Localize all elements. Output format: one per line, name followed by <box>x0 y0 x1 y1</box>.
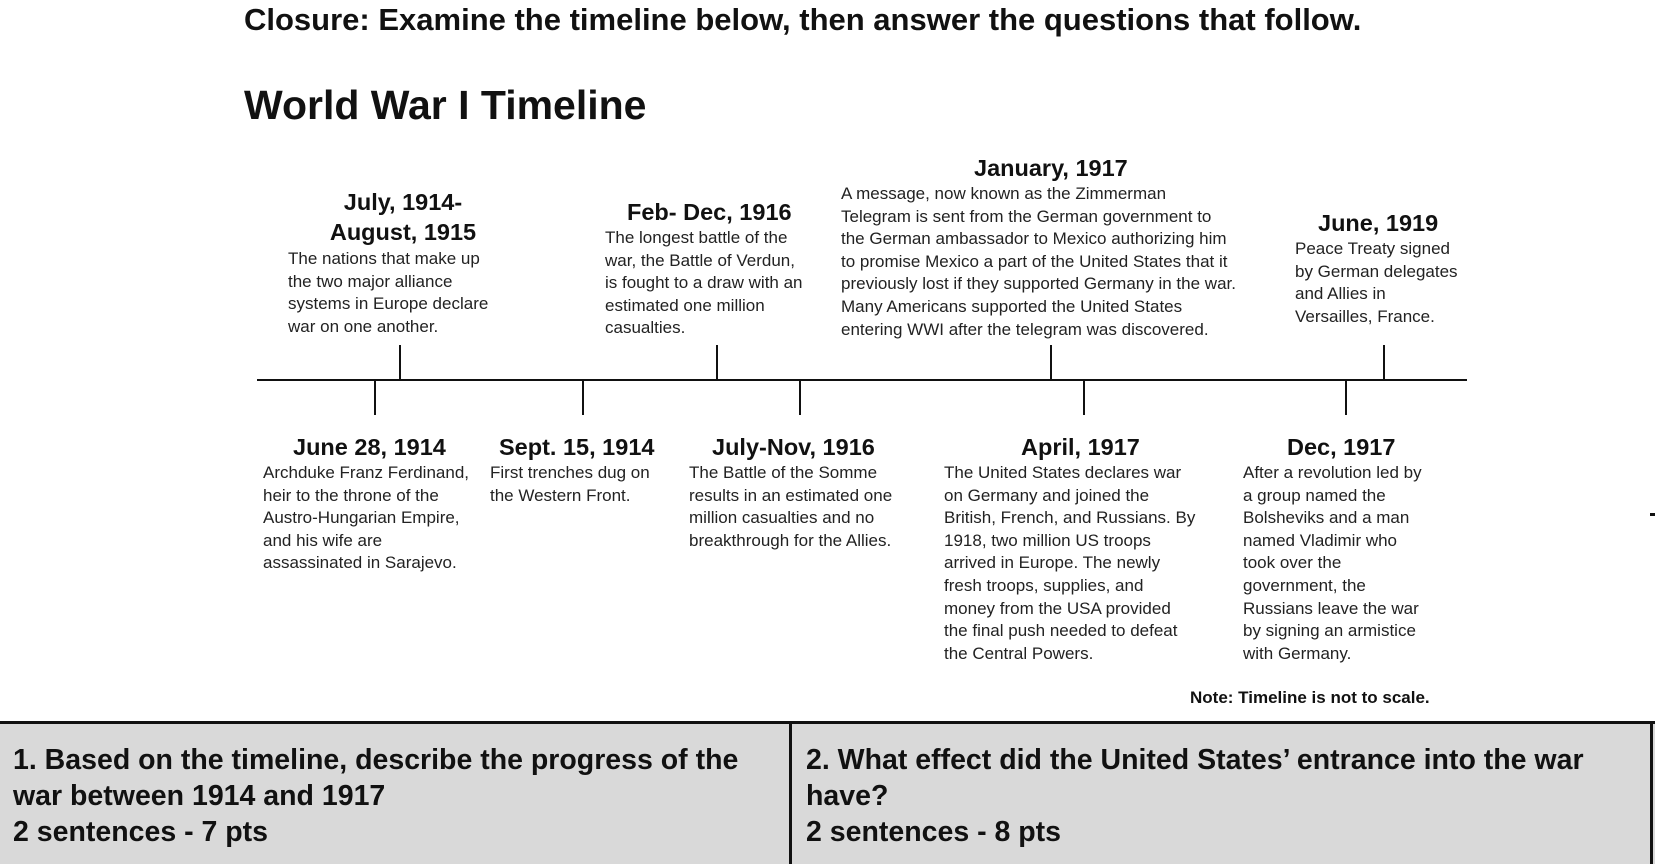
timeline-tick <box>1083 380 1085 415</box>
timeline-tick <box>1345 380 1347 415</box>
event-description: A message, now known as the Zimmerman Telegram is sent from the German government to the German ambassador to Mexico authorizing him to promise Mexico a part of the United States that it previously lost if they supported Germany in the war. Many Americans supported the United States entering WWI after the telegram was discovered. <box>841 184 1236 339</box>
event-june-28-1914 <box>263 432 488 575</box>
event-date: July-Nov, 1916 <box>712 434 875 460</box>
instructions-heading: Closure: Examine the timeline below, then answer the questions that follow. <box>244 2 1362 37</box>
event-date: Feb- Dec, 1916 <box>627 199 792 225</box>
timeline-tick <box>716 345 718 380</box>
event-feb-1916 <box>605 197 835 340</box>
event-date: January, 1917 <box>974 155 1128 181</box>
questions-table <box>0 721 1655 864</box>
event-dec-1917 <box>1243 432 1453 665</box>
event-sept-1914 <box>490 432 680 507</box>
event-date: July, 1914- August, 1915 <box>329 189 477 245</box>
event-description: First trenches dug on the Western Front. <box>490 463 650 505</box>
timeline-tick <box>1050 345 1052 380</box>
event-date: April, 1917 <box>1021 434 1140 460</box>
event-description: The longest battle of the war, the Battle of Verdun, is fought to a draw with an estimated one million casualties. <box>605 228 803 338</box>
timeline-tick <box>582 380 584 415</box>
timeline-note: Note: Timeline is not to scale. <box>1190 688 1430 707</box>
event-date: June, 1919 <box>1318 210 1439 236</box>
event-description: Archduke Franz Ferdinand, heir to the throne of the Austro-Hungarian Empire, and his wife are assassinated in Sarajevo. <box>263 463 469 573</box>
edge-mark <box>1650 513 1655 516</box>
timeline-axis <box>257 379 1467 381</box>
timeline-tick <box>399 345 401 380</box>
question-2-points: 2 sentences - 8 pts <box>806 816 1062 848</box>
event-date: Dec, 1917 <box>1287 434 1396 460</box>
event-january-1917 <box>841 153 1281 341</box>
event-date: June 28, 1914 <box>293 434 446 460</box>
question-2-cell[interactable] <box>792 724 1653 864</box>
event-description: Peace Treaty signed by German delegates and Allies in Versailles, France. <box>1295 239 1458 326</box>
event-july-1914 <box>288 187 518 338</box>
question-1-cell[interactable] <box>0 724 792 864</box>
event-description: The nations that make up the two major alliance systems in Europe declare war on one another. <box>288 249 489 336</box>
event-description: The United States declares war on Germany and joined the British, French, and Russians. By 1918, two million US troops arrived in Europe. The newly fresh troops, supplies, and money from the USA provided the final push needed to defeat the Central Powers. <box>944 463 1196 663</box>
event-june-1919 <box>1295 208 1495 328</box>
timeline-tick <box>374 380 376 415</box>
event-april-1917 <box>944 432 1224 665</box>
timeline-tick <box>1383 345 1385 380</box>
event-date: Sept. 15, 1914 <box>499 434 655 460</box>
timeline-tick <box>799 380 801 415</box>
question-1-text: 1. Based on the timeline, describe the progress of the war between 1914 and 1917 <box>13 744 739 812</box>
question-1-points: 2 sentences - 7 pts <box>13 816 269 848</box>
event-july-nov-1916 <box>689 432 924 552</box>
event-description: After a revolution led by a group named the Bolsheviks and a man named Vladimir who took over the government, the Russians leave the war by signing an armistice with Germany. <box>1243 463 1422 663</box>
event-description: The Battle of the Somme results in an estimated one million casualties and no breakthrough for the Allies. <box>689 463 893 550</box>
timeline-title: World War I Timeline <box>244 82 647 128</box>
question-2-text: 2. What effect did the United States’ entrance into the war have? <box>806 744 1584 812</box>
